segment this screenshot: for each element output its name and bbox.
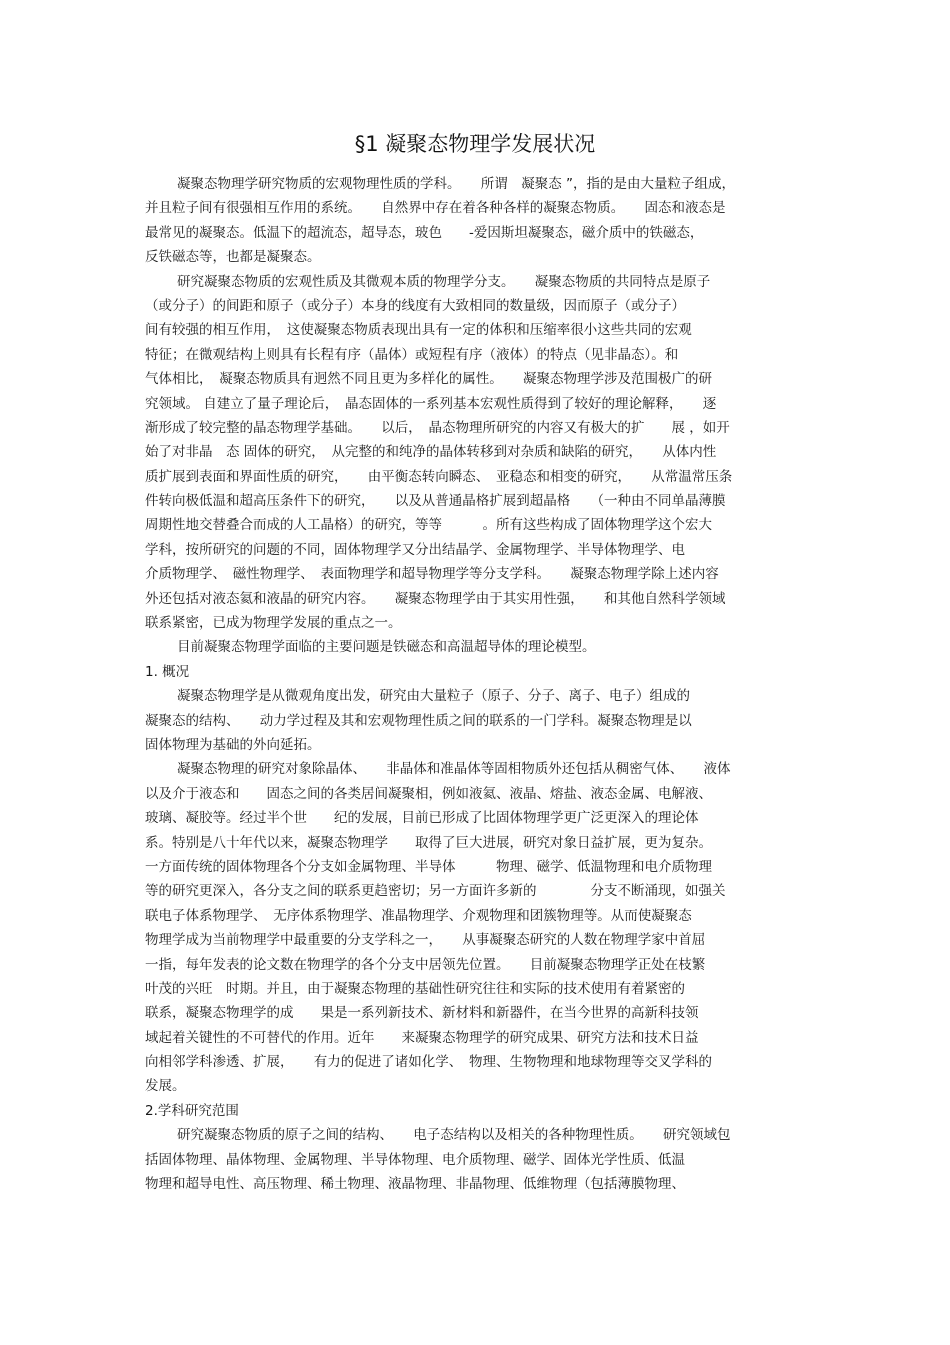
text-line: 一方面传统的固体物理各个分支如金属物理、半导体 物理、磁学、低温物理和电介质物理: [145, 858, 712, 875]
text-line: 叶茂的兴旺 时期。并且，由于凝聚态物理的基础性研究往往和实际的技术使用有着紧密的: [145, 980, 685, 997]
text-line: 并且粒子间有很强相互作用的系统。 自然界中存在着各种各样的凝聚态物质。 固态和液态是: [145, 200, 726, 217]
text-line: 括固体物理、晶体物理、金属物理、半导体物理、电介质物理、磁学、固体光学性质、低温: [145, 1151, 685, 1168]
text-line: 系。特别是八十年代以来，凝聚态物理学 取得了巨大进展，研究对象日益扩展，更为复杂。: [145, 834, 712, 851]
text-line: 件转向极低温和超高压条件下的研究， 以及从普通晶格扩展到超晶格 （一种由不同单晶薄膜: [145, 493, 726, 510]
text-line: 发展。: [145, 1078, 186, 1095]
text-line: 域起着关键性的不可替代的作用。近年 来凝聚态物理学的研究成果、研究方法和技术日益: [145, 1029, 699, 1046]
text-line: 目前凝聚态物理学面临的主要问题是铁磁态和高温超导体的理论模型。: [177, 639, 596, 656]
text-line: 周期性地交替叠合而成的人工晶格）的研究，等等 。所有这些构成了固体物理学这个宏大: [145, 517, 712, 534]
text-line: 究领域。 自建立了量子理论后， 晶态固体的一系列基本宏观性质得到了较好的理论解释， 逐: [145, 395, 717, 412]
text-line: 渐形成了较完整的晶态物理学基础。 以后， 晶态物理所研究的内容又有极大的扩 展 ，如开: [145, 419, 730, 436]
text-line: （或分子）的间距和原子（或分子）本身的线度有大致相同的数量级，因而原子（或分子）: [145, 297, 685, 314]
text-line: 质扩展到表面和界面性质的研究， 由平衡态转向瞬态、 亚稳态和相变的研究， 从常温常压条: [145, 468, 733, 485]
text-line: 凝聚态物理学是从微观角度出发，研究由大量粒子（原子、分子、离子、电子）组成的: [177, 688, 690, 705]
text-line: 凝聚态物理的研究对象除晶体、 非晶体和准晶体等固相物质外还包括从稠密气体、 液体: [177, 761, 731, 778]
text-line: 最常见的凝聚态。低温下的超流态，超导态，玻色 -爱因斯坦凝聚态，磁介质中的铁磁态，: [145, 224, 704, 241]
text-line: 物理和超导电性、高压物理、稀土物理、液晶物理、非晶物理、低维物理（包括薄膜物理、: [145, 1176, 685, 1193]
text-line: 气体相比， 凝聚态物质具有迥然不同且更为多样化的属性。 凝聚态物理学涉及范围极广的研: [145, 371, 712, 388]
text-line: 联系紧密，已成为物理学发展的重点之一。: [145, 615, 402, 632]
text-line: 反铁磁态等，也都是凝聚态。: [145, 249, 321, 266]
text-line: 始了对非晶 态 固体的研究， 从完整的和纯净的晶体转移到对杂质和缺陷的研究， 从体内性: [145, 444, 717, 461]
text-line: 等的研究更深入，各分支之间的联系更趋密切；另一方面许多新的 分支不断涌现，如强关: [145, 883, 726, 900]
text-line: 物理学成为当前物理学中最重要的分支学科之一， 从事凝聚态研究的人数在物理学家中首屈: [145, 932, 706, 949]
text-line: 介质物理学、 磁性物理学、 表面物理学和超导物理学等分支学科。 凝聚态物理学除上述内容: [145, 566, 719, 583]
text-line: 间有较强的相互作用， 这使凝聚态物质表现出具有一定的体积和压缩率很小这些共同的宏观: [145, 322, 692, 339]
text-line: 特征；在微观结构上则具有长程有序（晶体）或短程有序（液体）的特点（见非晶态）。和: [145, 346, 679, 363]
text-line: 研究凝聚态物质的原子之间的结构、 电子态结构以及相关的各种物理性质。 研究领域包: [177, 1127, 731, 1144]
text-line: 固体物理为基础的外向延拓。: [145, 736, 321, 753]
text-line: 研究凝聚态物质的宏观性质及其微观本质的物理学分支。 凝聚态物质的共同特点是原子: [177, 273, 711, 290]
text-line: 学科，按所研究的问题的不同，固体物理学又分出结晶学、金属物理学、半导体物理学、电: [145, 541, 685, 558]
body-text: [145, 172, 815, 1196]
text-line: 1. 概况: [145, 663, 190, 680]
text-line: 玻璃、凝胶等。经过半个世 纪的发展，目前已形成了比固体物理学更广泛更深入的理论体: [145, 810, 699, 827]
text-line: 凝聚态的结构、 动力学过程及其和宏观物理性质之间的联系的一门学科。凝聚态物理是以: [145, 712, 692, 729]
text-line: 联电子体系物理学、 无序体系物理学、准晶物理学、介观物理和团簇物理等。从而使凝聚态: [145, 907, 692, 924]
text-line: 一指，每年发表的论文数在物理学的各个分支中居领先位置。 目前凝聚态物理学正处在枝繁: [145, 956, 706, 973]
text-line: 2.学科研究范围: [145, 1102, 239, 1119]
text-line: 外还包括对液态氦和液晶的研究内容。 凝聚态物理学由于其实用性强， 和其他自然科学领域: [145, 590, 726, 607]
page-title: §1 凝聚态物理学发展状况: [354, 132, 596, 156]
text-line: 向相邻学科渗透、扩展， 有力的促进了诸如化学、 物理、生物物理和地球物理等交叉学科的: [145, 1054, 712, 1071]
text-line: 以及介于液态和 固态之间的各类居间凝聚相，例如液氦、液晶、熔盐、液态金属、电解液、: [145, 785, 712, 802]
text-line: 联系，凝聚态物理学的成 果是一系列新技术、新材料和新器件，在当今世界的高新科技领: [145, 1005, 699, 1022]
text-line: 凝聚态物理学研究物质的宏观物理性质的学科。 所谓 凝聚态 ”，指的是由大量粒子组成，: [177, 176, 736, 192]
